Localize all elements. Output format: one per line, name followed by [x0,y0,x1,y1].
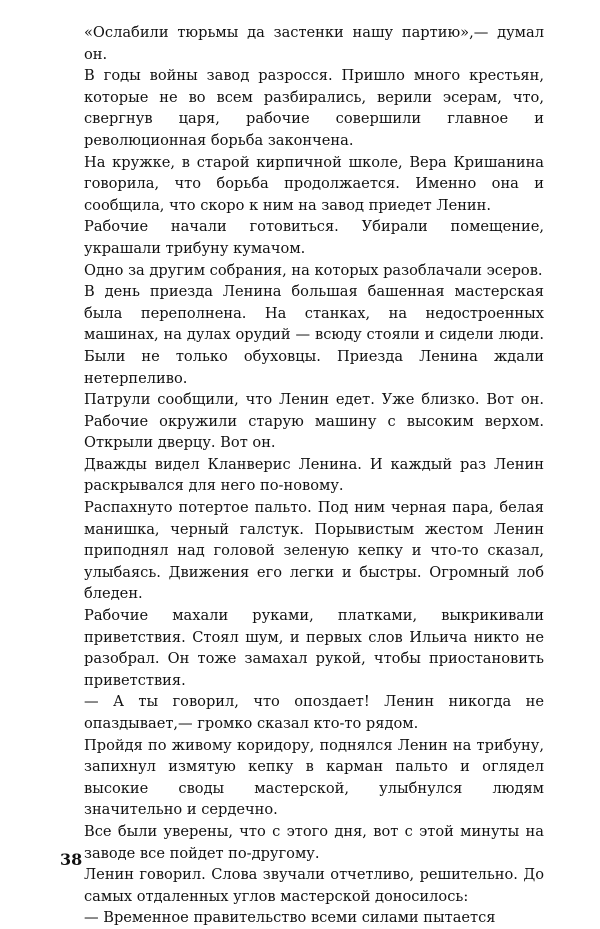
paragraph: Патрули сообщили, что Ленин едет. Уже близко. Вот он. Рабочие окружили старую машину с высоким верхом. Открыли дверцу. Вот он. [84,391,544,452]
paragraph: Дважды видел Кланверис Ленина. И каждый раз Ленин раскрывался для него по-новому. [84,455,544,495]
paragraph: — А ты говорил, что опоздает! Ленин никогда не опаздывает,— громко сказал кто-то рядом. [84,693,544,732]
paragraph: Все были уверены, что с этого дня, вот с этой минуты на заводе все пойдет по-другому. [84,822,544,862]
paragraph: Рабочие начали готовиться. Убирали помещение, украшали трибуну кумачом. [84,218,544,257]
paragraph: На кружке, в старой кирпичной школе, Вера Кришанина говорила, что борьба продолжается. Именно она и сообщила, что скоро к ним на завод приедет Ленин. [84,153,544,214]
paragraph: В годы войны завод разросся. Пришло много крестьян, которые не во всем разбирались, верили эсерам, что, свергнув царя, рабочие совершили главное и революционная борьба закончена. [84,67,544,149]
paragraph: — Временное правительство всеми силами пытается [84,909,496,927]
page-body [84,22,544,929]
page-number: 38 [60,850,83,869]
paragraph: Одно за другим собрания, на которых разоблачали эсеров. [84,261,543,279]
paragraph: «Ослабили тюрьмы да застенки нашу партию»,— думал он. [84,24,544,63]
paragraph: Рабочие махали руками, платками, выкрикивали приветствия. Стоял шум, и первых слов Ильича никто не разобрал. Он тоже замахал рукой, чтобы приостановить приветствия. [84,607,544,689]
paragraph: Ленин говорил. Слова звучали отчетливо, решительно. До самых отдаленных углов мастерской доносилось: [84,866,544,905]
paragraph: Распахнуто потертое пальто. Под ним черная пара, белая манишка, черный галстук. Порывистым жестом Ленин приподнял над головой зеленую кепку и что-то сказал, улыбаясь. Движения его легки и быстры. Огромный лоб бледен. [84,499,544,603]
paragraph: В день приезда Ленина большая башенная мастерская была переполнена. На станках, на недостроенных машинах, на дулах орудий — всюду стояли и сидели люди. Были не только обуховцы. Приезда Ленина ждали нетерпеливо. [84,283,544,387]
paragraph: Пройдя по живому коридору, поднялся Ленин на трибуну, запихнул измятую кепку в карман пальто и оглядел высокие своды мастерской, улыбнулся людям значительно и сердечно. [84,736,544,819]
